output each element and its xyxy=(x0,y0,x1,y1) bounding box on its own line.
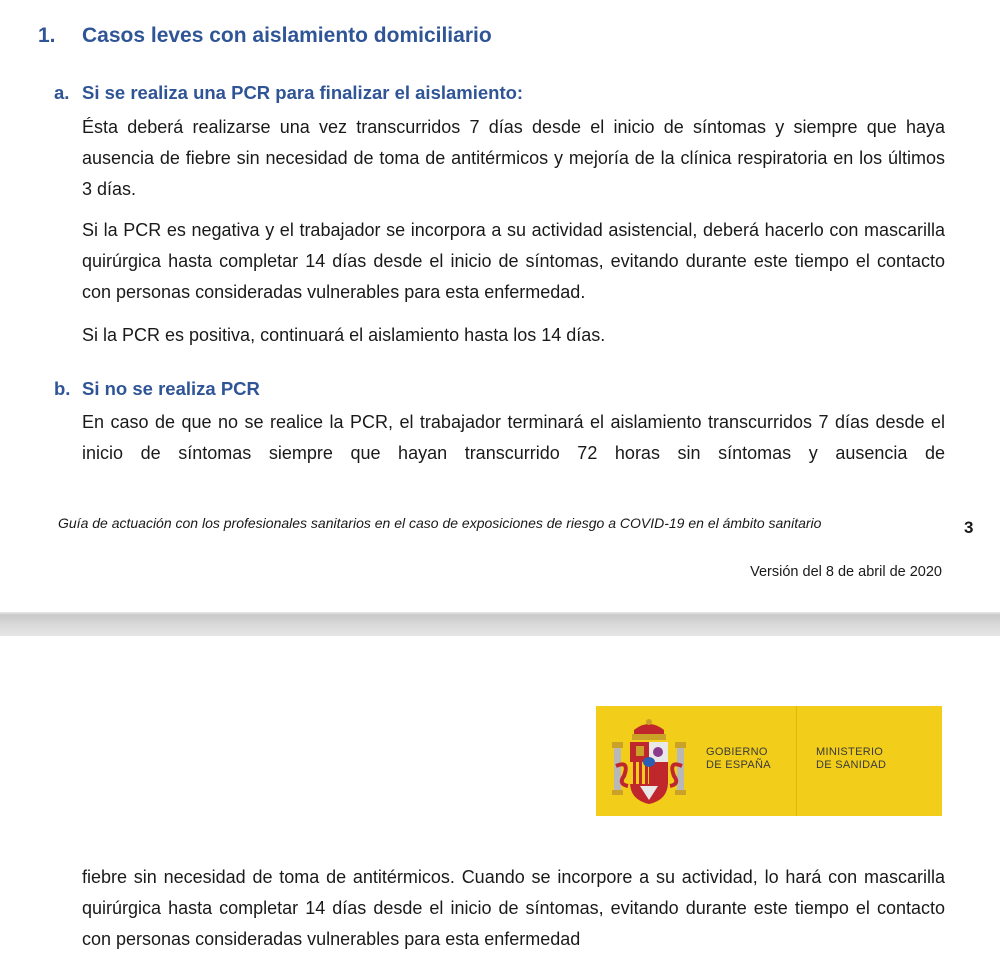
paragraph-a-3: Si la PCR es positiva, continuará el aislamiento hasta los 14 días. xyxy=(82,325,606,345)
footer-version: Versión del 8 de abril de 2020 xyxy=(750,564,942,580)
paragraph-a-1: Ésta deberá realizarse una vez transcurridos 7 días desde el inicio de síntomas y siempre que haya ausencia de fiebre sin necesidad de toma de antitérmicos y mejoría de la clínica respiratoria en los últimos 3 días. xyxy=(82,117,945,199)
section-number: 1. xyxy=(38,24,56,47)
government-logo xyxy=(596,706,942,816)
coat-of-arms-icon xyxy=(610,716,688,808)
ministerio-label xyxy=(816,746,886,772)
subsection-b-letter: b. xyxy=(54,378,71,399)
ministerio-line1: MINISTERIO xyxy=(816,746,884,758)
section-heading xyxy=(38,24,492,48)
subsection-a-title: Si se realiza una PCR para finalizar el aislamiento: xyxy=(82,82,524,103)
page-separator xyxy=(0,612,1000,636)
gobierno-line1: GOBIERNO xyxy=(706,746,768,758)
paragraph-b-part2: fiebre sin necesidad de toma de antitérmicos. Cuando se incorpore a su actividad, lo hará con mascarilla quirúrgica hasta completar 14 días desde el inicio de síntomas, evitando durante este tiempo el contacto con personas consideradas vulnerables para esta enfermedad xyxy=(82,867,945,949)
subsection-a-heading xyxy=(54,82,523,104)
gobierno-label xyxy=(706,746,771,772)
paragraph-a-2: Si la PCR es negativa y el trabajador se incorpora a su actividad asistencial, deberá hacerlo con mascarilla quirúrgica hasta completar 14 días desde el inicio de síntomas, evitando durante este tiempo el contacto con personas consideradas vulnerables para esta enfermedad. xyxy=(82,220,945,302)
subsection-b-title: Si no se realiza PCR xyxy=(82,378,260,399)
subsection-a-letter: a. xyxy=(54,82,70,103)
logo-divider xyxy=(796,706,797,816)
ministerio-line2: DE SANIDAD xyxy=(816,759,887,771)
subsection-b-heading xyxy=(54,378,260,400)
footer-guide-title: Guía de actuación con los profesionales sanitarios en el caso de exposiciones de riesgo a COVID-19 en el ámbito sanitario xyxy=(58,515,822,531)
gobierno-line2: DE ESPAÑA xyxy=(706,759,771,771)
paragraph-b-part1: En caso de que no se realice la PCR, el trabajador terminará el aislamiento transcurridos 7 días desde el inicio de síntomas siempre que hayan transcurrido 72 horas sin síntomas y ausencia de xyxy=(82,412,945,463)
section-title: Casos leves con aislamiento domiciliario xyxy=(82,24,492,47)
page-number: 3 xyxy=(964,518,974,537)
